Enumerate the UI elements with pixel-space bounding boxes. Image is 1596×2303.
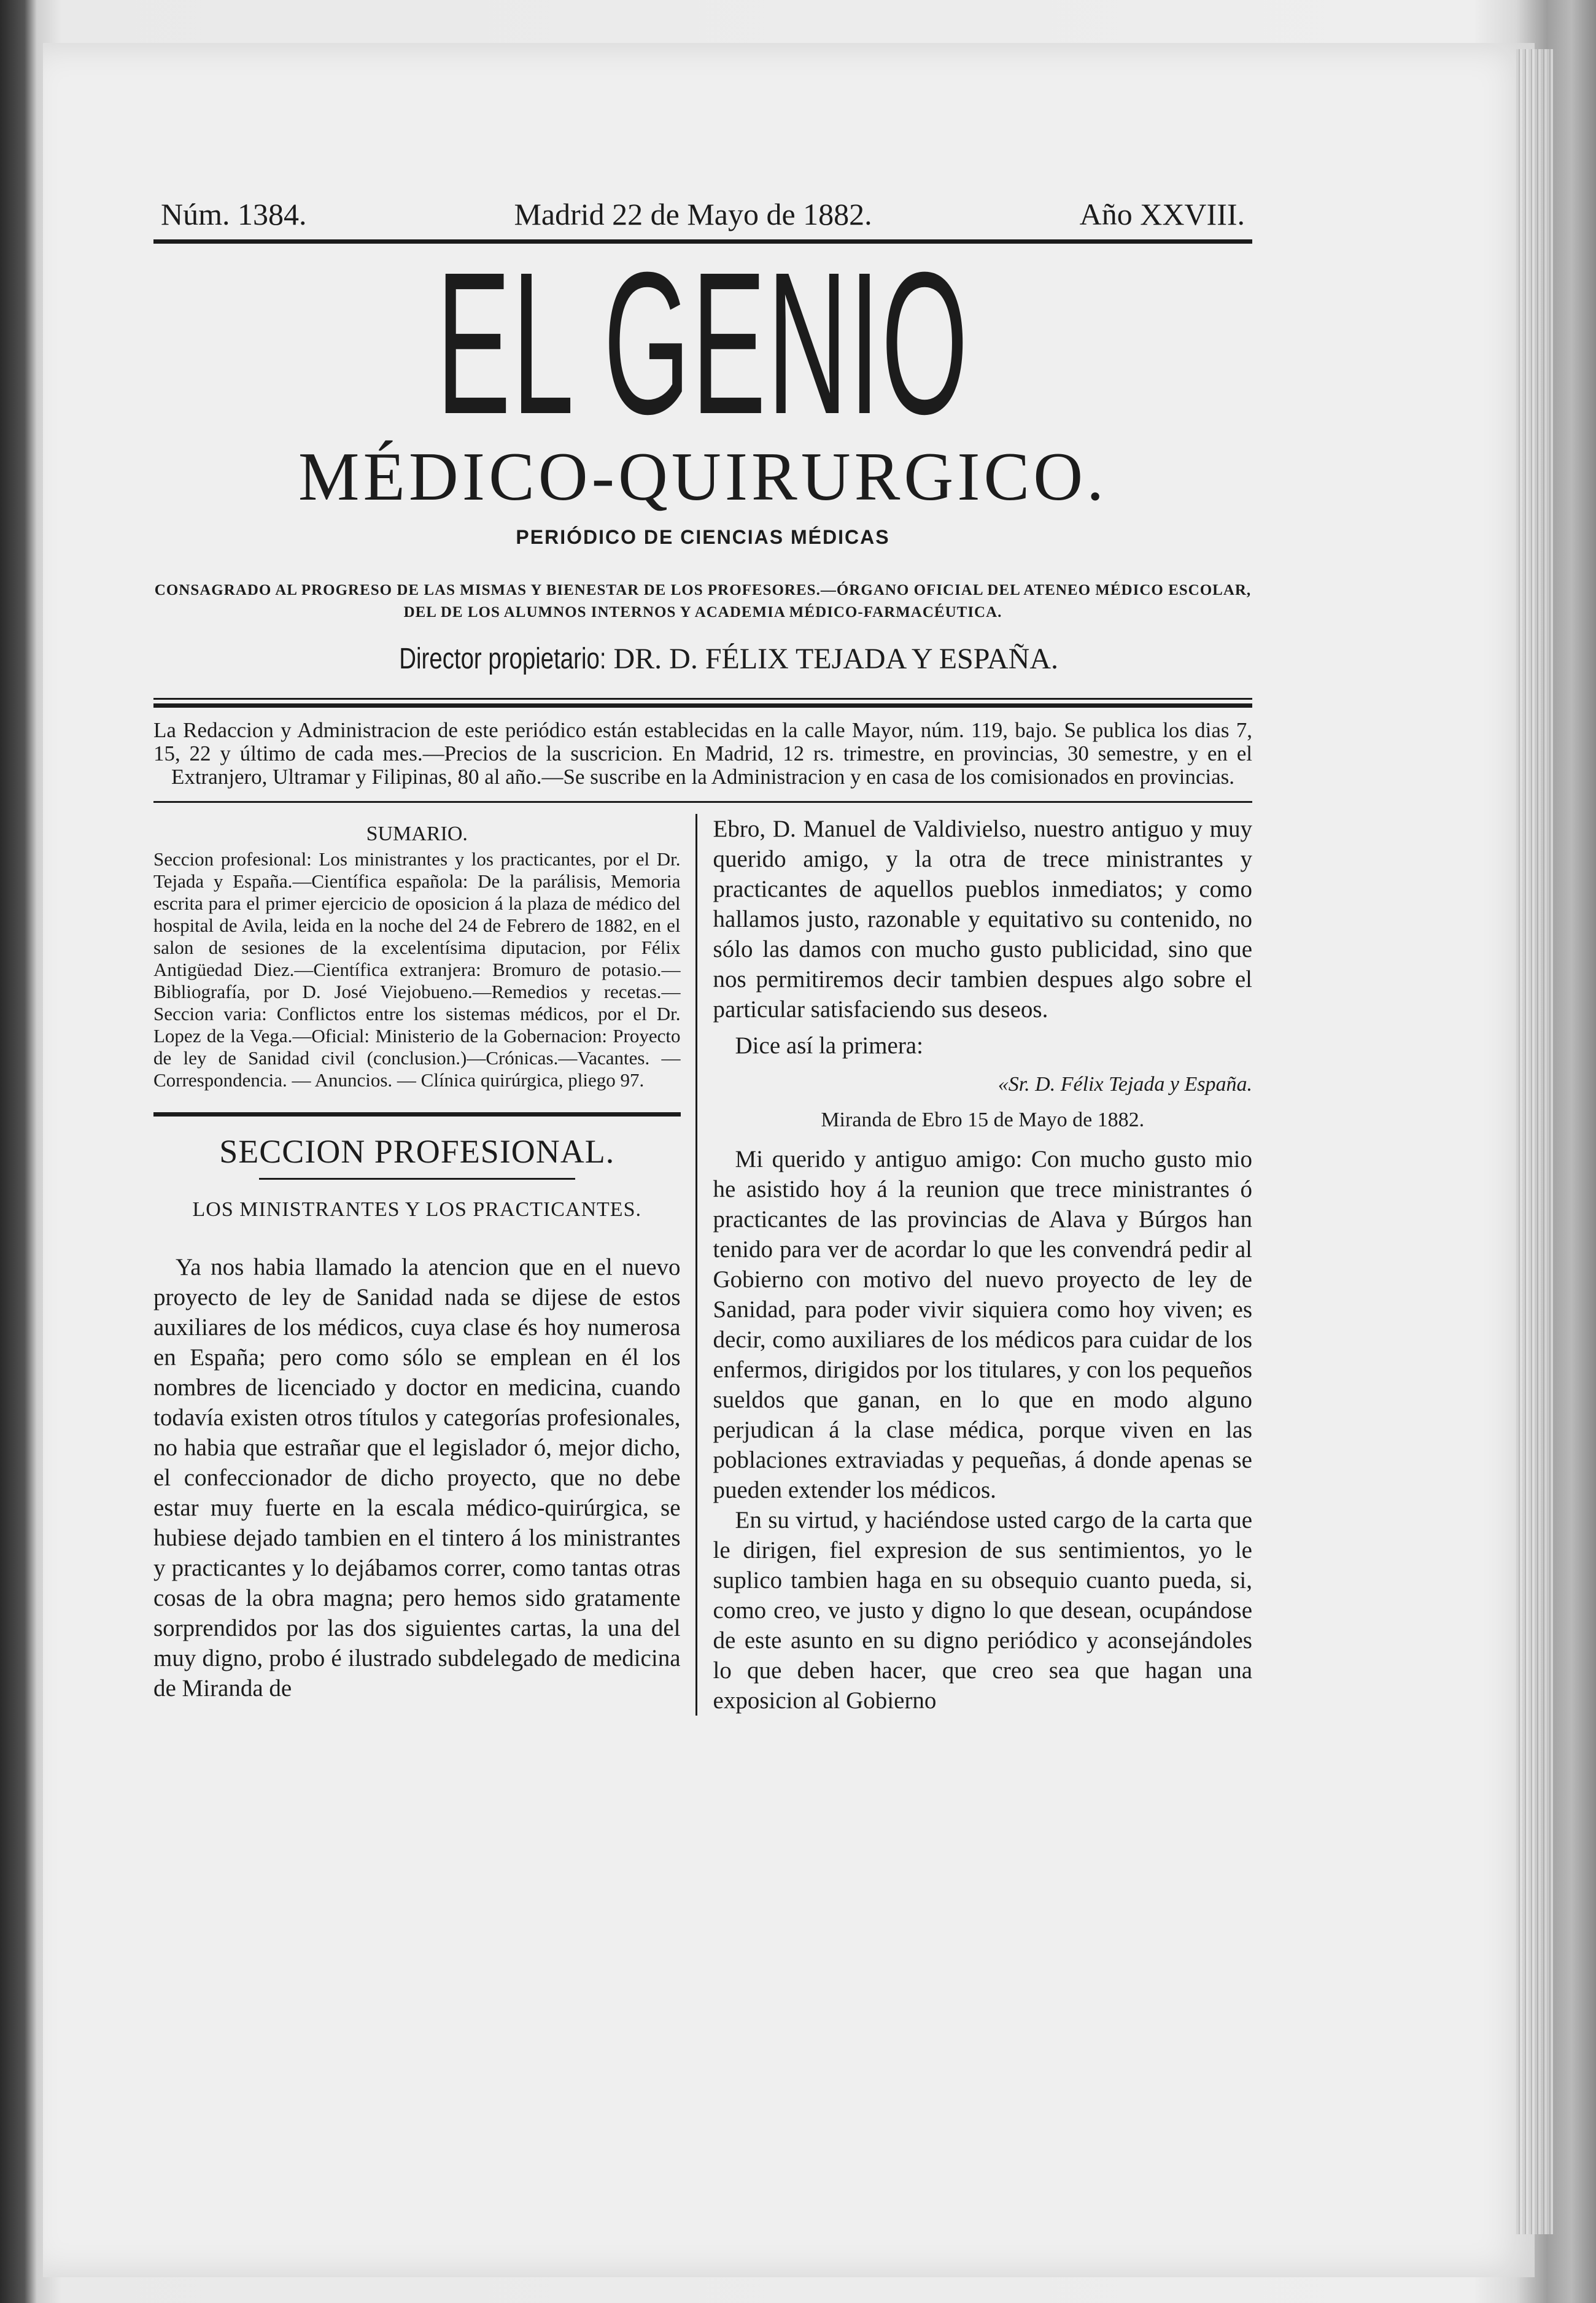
issue-year: Año XXVIII. bbox=[1079, 197, 1245, 231]
right-column bbox=[697, 814, 1252, 1716]
masthead-dateline bbox=[153, 196, 1252, 232]
article-paragraph: Ya nos habia llamado la atencion que en el nuevo proyecto de ley de Sanidad nada se dijese de estos auxiliares de los médicos, cuya clase és hoy numerosa en España; pero como sólo se emplean en él los nombres de licenciado y doctor en medicina, cuando todavía existen otros títulos y categorías profesionales, no habia que estrañar que el legislador ó, mejor dicho, el confeccionador de dicho proyecto, que no debe estar muy fuerte en la escala médico-quirúrgica, se hubiese dejado tambien en el tintero á los ministrantes y practicantes y lo dejábamos correr, como tantas otras cosas de la obra magna; pero hemos sido gratamente sorprendidos por las dos siguientes cartas, la una del muy digno, probo é ilustrado subdelegado de medicina de Miranda de bbox=[153, 1254, 681, 1701]
dedication-line: CONSAGRADO AL PROGRESO DE LAS MISMAS Y BIENESTAR DE LOS PROFESORES.—ÓRGANO OFICIAL DEL ATENEO MÉDICO ESCOLAR, DEL DE LOS ALUMNOS INTERNOS Y ACADEMIA MÉDICO-FARMACÉUTICA. bbox=[154, 582, 1252, 621]
issue-number: Núm. 1384. bbox=[161, 197, 307, 231]
letter-paragraph: Mi querido y antiguo amigo: Con mucho gusto mio he asistido hoy á la reunion que trece ministrantes ó practicantes de las provincias de Alava y Búrgos han tenido para ver de acordar lo que les convendrá pedir al Gobierno con motivo del nuevo proyecto de ley de Sanidad, para poder vivir siquiera como hoy viven; es decir, como auxiliares de los médicos para cuidar de los enfermos, dirigidos por los titulares, y con los pequeños sueldos que ganan, en lo que en modo alguno perjudican á la clase médica, porque viven en las poblaciones extraviadas y pequeñas, á donde apenas se pueden extender los médicos. bbox=[713, 1146, 1252, 1503]
notice-bottom-rule bbox=[153, 801, 1252, 803]
sumario-text: Seccion profesional: Los ministrantes y los practicantes, por el Dr. Tejada y España.—Científica española: De la parálisis, Memoria escrita para el primer ejercicio de oposicion á la plaza de médico del hospital de Avila, leida en la noche del 24 de Febrero de 1882, en el salon de sesiones de la excelentísima diputacion, por Félix Antigüedad Diez.—Científica extranjera: Bromuro de potasio.—Bibliografía, por D. José Viejobueno.—Remedios y recetas.—Seccion varia: Conflictos entre los sistemas médicos, por el Dr. Lopez de la Vega.—Oficial: Ministerio de la Gobernacion: Proyecto de ley de Sanidad civil (conclusion.)—Crónicas.—Vacantes. — Correspondencia. — Anuncios. — Clínica quirúrgica, pliego 97. bbox=[153, 848, 681, 1091]
front-page bbox=[153, 196, 1252, 1716]
newspaper-subtitle: MÉDICO-QUIRURGICO. bbox=[298, 439, 1108, 515]
article-columns bbox=[153, 814, 1252, 1716]
section-heading: SECCION PROFESIONAL. bbox=[219, 1133, 615, 1170]
page-edge-stack bbox=[1516, 49, 1553, 2234]
article-paragraph-continued: Ebro, D. Manuel de Valdivielso, nuestro antiguo y muy querido amigo, y la otra de trece ministrantes y practicantes de aquellos pueblos inmediatos; y como hallamos justo, razonable y equitativo su contenido, no sólo las damos con mucho gusto publicidad, sino que nos permitiremos decir tambien despues algo sobre el particular satisfaciendo sus deseos. bbox=[713, 816, 1252, 1023]
director-line bbox=[153, 642, 1252, 676]
director-label: Director propietario: bbox=[399, 643, 606, 675]
section-heading-rule bbox=[259, 1178, 575, 1180]
sumario-heading: SUMARIO. bbox=[366, 822, 468, 845]
left-column bbox=[153, 814, 697, 1716]
letter-salutation: «Sr. D. Félix Tejada y España. bbox=[998, 1073, 1252, 1096]
newspaper-title: EL GENIO bbox=[436, 230, 970, 456]
director-name: DR. D. FÉLIX TEJADA Y ESPAÑA. bbox=[613, 643, 1059, 675]
letter-intro: Dice así la primera: bbox=[735, 1032, 923, 1059]
newspaper-tagline: PERIÓDICO DE CIENCIAS MÉDICAS bbox=[516, 526, 890, 548]
notice-top-rule bbox=[153, 698, 1252, 708]
article-title: LOS MINISTRANTES Y LOS PRACTICANTES. bbox=[192, 1198, 641, 1221]
letter-paragraph: En su virtud, y haciéndose usted cargo de la carta que le dirigen, fiel expresion de sus sentimientos, yo le suplico tambien haga en su obsequio cuanto pueda, si, como creo, ve justo y digno lo que desean, ocupándose de este asunto en su digno periódico y aconsejándoles lo que deben hacer, que creo sea que hagan una exposicion al Gobierno bbox=[713, 1507, 1252, 1714]
sumario-rule bbox=[153, 1112, 681, 1117]
administration-notice: La Redaccion y Administracion de este periódico están establecidas en la calle Mayor, núm. 119, bajo. Se publica los dias 7, 15, 22 y último de cada mes.—Precios de la suscricion. En Madrid, 12 rs. trimestre, en provincias, 30 semestre, y en el Extranjero, Ultramar y Filipinas, 80 al año.—Se suscribe en la Administracion y en casa de los comisionados en provincias. bbox=[153, 718, 1252, 789]
issue-date: Madrid 22 de Mayo de 1882. bbox=[514, 197, 872, 231]
letter-place-date: Miranda de Ebro 15 de Mayo de 1882. bbox=[821, 1109, 1145, 1131]
